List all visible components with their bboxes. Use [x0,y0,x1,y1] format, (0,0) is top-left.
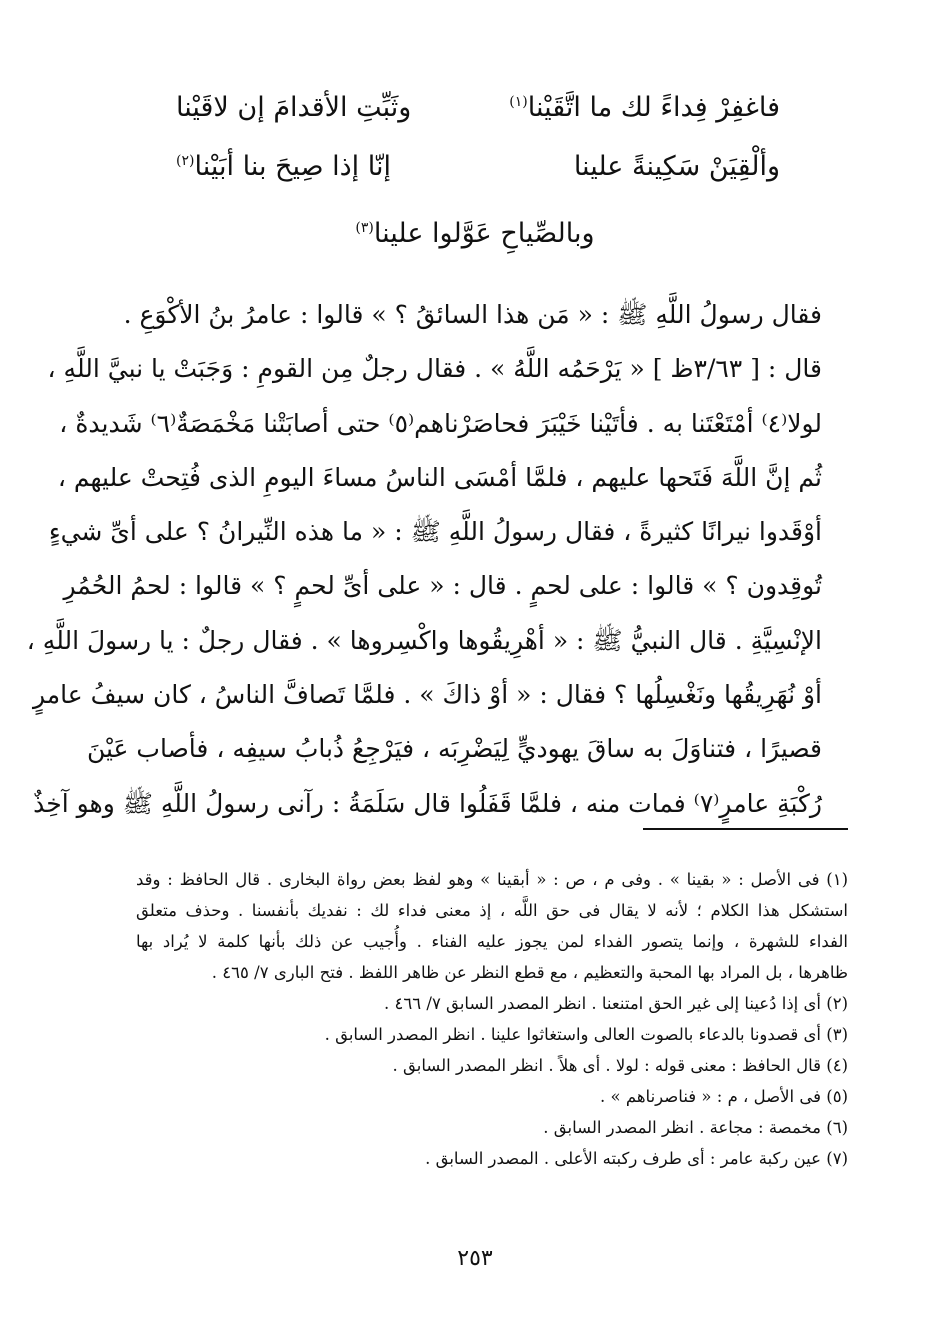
poem-verse-1 [0,92,950,138]
poem-verse-1-second-hemistich: وثَبِّتِ الأقدامَ إن لاقَيْنا [176,92,412,123]
footnote-line: الفداء للشهرة ، وإنما يتصور الفداء لمن يجوز عليه الفناء . وأُجيب عن ذلك بأنها كلمة لا يُراد بها [136,932,848,951]
footnote-line: (١) فى الأصل : « بقينا » . وفى م ، ص : « أبقينا » وهو لفظ بعض رواة البخارى . قال الحافظ : وقد [136,870,848,889]
text-line: ثُم إنَّ اللَّهَ فَتَحها عليهم ، فلمَّا أمْسَى الناسُ مساءَ اليومِ الذى فُتِحتْ عليهم ، [57,462,822,492]
text-line: أوْقَدوا نيرانًا كثيرةً ، فقال رسولُ اللَّهِ ﷺ : « ما هذه النِّيرانُ ؟ على أىِّ شيءٍ [48,517,822,547]
text-line: رُكْبَةِ عامرٍ⁽٧⁾ فمات منه ، فلمَّا قَفَلُوا قال سَلَمَةُ : رآنى رسولُ اللَّهِ ﷺ وهو آخِذٌ [33,788,822,818]
text-line: أوْ نُهَرِيقُها ونَغْسِلُها ؟ فقال : « أوْ ذاكَ » . فلمَّا تَصافَّ الناسُ ، كان سيفُ عامرٍ [32,680,822,710]
main-text [26,288,822,831]
footnote-marker-3: (٣) [355,220,374,236]
footnote-line: (٧) عين ركبة عامر : أى طرف ركبته الأعلى . المصدر السابق . [425,1149,848,1168]
poem-verse-2 [0,151,950,197]
footnote-marker-2: (٢) [176,153,195,169]
footnotes [136,864,848,1174]
text-line: قصيرًا ، فتناوَلَ به ساقَ يهوديٍّ لِيَضْرِبَه ، فيَرْجِعُ ذُبابُ سيفِه ، فأصاب عَيْنَ [86,734,822,764]
text-line: فقال رسولُ اللَّهِ ﷺ : « مَن هذا السائقُ ؟ » قالوا : عامرُ بنُ الأكْوَعِ . [123,300,822,329]
footnote-marker-1: (١) [509,94,528,110]
footnote-line: ظاهرها ، بل المراد بها المحبة والتعظيم ، مع قطع النظر عن ظاهر اللفظ . فتح البارى ٧/ ٤٦٥ . [211,963,848,982]
poem-verse-1-first-hemistich: فاغفِرْ فِداءً لك ما اتَّقَيْنا$^{(١)}$ [509,92,780,123]
footnote-line: (٦) مخمصة : مجاعة . انظر المصدر السابق . [543,1118,848,1137]
text-line: قال : [ ٣/٦٣ظ ] « يَرْحَمُه اللَّهُ » . فقال رجلٌ مِن القومِ : وَجَبَتْ يا نبيَّ اللَّهِ ، [47,354,822,384]
page-number: ٢٥٣ [457,1246,493,1271]
poem-verse-2-first-hemistich: وألْقِيَنْ سَكِينةً علينا [573,151,780,182]
footnote-line: (٥) فى الأصل ، م : « فناصرناهم » . [600,1087,848,1106]
poem-verse-3-hemistich: وبالصِّياحِ عَوَّلوا علينا$^{(٣)}$ [355,218,595,249]
footnote-line: (٣) أى قصدونا بالدعاء بالصوت العالى واستغاثوا علينا . انظر المصدر السابق . [324,1025,848,1044]
poem-verse-2-second-hemistich: إنّا إذا صِيحَ بنا أبَيْنا$^{(٢)}$ [176,151,391,182]
footnote-separator [643,828,848,830]
text-line: تُوقِدون ؟ » قالوا : على لحمٍ . قال : « على أىِّ لحمٍ ؟ » قالوا : لحمُ الحُمُرِ [63,571,822,601]
footnote-line: استشكل هذا الكلام ؛ لأنه لا يقال فى حق اللَّه ، إذ معنى فداء لك : نفديك بأنفسنا . وحذف متعلق [136,901,848,920]
text-line: لولا⁽٤⁾ أمْتَعْتَنا به . فأتَيْنا خَيْبَرَ فحاصَرْناهم⁽٥⁾ حتى أصابَتْنا مَخْمَصَةٌ⁽٦⁾ شَديدةٌ ، [59,408,822,438]
footnote-line: (٢) أى إذا دُعينا إلى غير الحق امتنعنا . انظر المصدر السابق ٧/ ٤٦٦ . [384,994,848,1013]
text-line: الإنْسِيَّةِ . قال النبيُّ ﷺ : « أهْرِيقُوها واكْسِروها » . فقال رجلٌ : يا رسولَ اللَّهِ ، [26,625,822,655]
footnote-line: (٤) قال الحافظ : معنى قوله : لولا . أى هلاً . انظر المصدر السابق . [392,1056,848,1075]
poem-verse-3 [0,218,950,264]
